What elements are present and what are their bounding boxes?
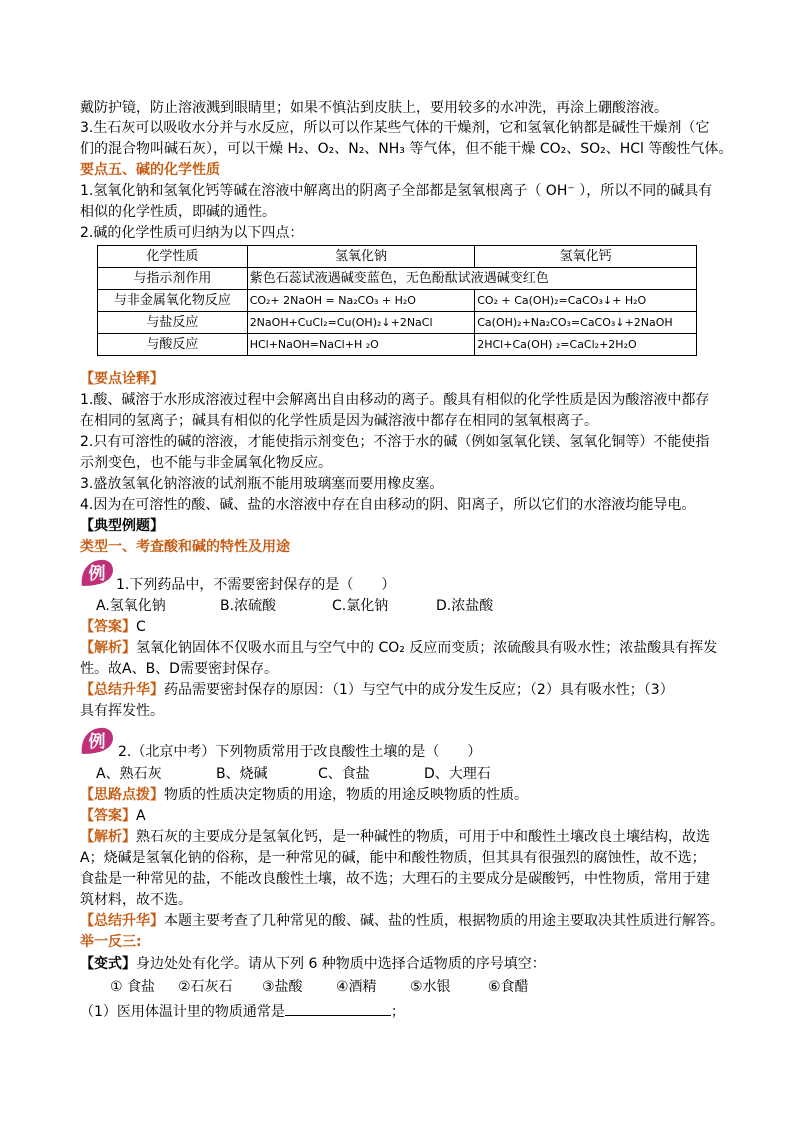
q1-option-a: A.氢氧化钠 — [96, 598, 166, 614]
variant-option: ⑤水银 — [410, 979, 451, 995]
analysis-label: 【解析】 — [80, 829, 136, 845]
table-cell: HCl+NaOH=NaCl+H ₂O — [247, 334, 475, 356]
examples-heading: 【典型例题】 — [80, 518, 164, 534]
extend-heading: 举一反三: — [80, 934, 142, 950]
table-header-cell: 化学性质 — [98, 246, 248, 268]
idea-text: 物质的性质决定物质的用途，物质的用途反映物质的性质。 — [164, 787, 528, 803]
text-line: 性。故A、B、D需要密封保存。 — [80, 661, 278, 677]
example-badge-icon — [80, 558, 114, 588]
answer-label: 【答案】 — [80, 619, 136, 635]
text-line: 食盐是一种常见的盐，不能改良酸性土壤，故不选；大理石的主要成分是碳酸钙，中性物质，常用于建 — [80, 871, 710, 887]
question-1: 1.下列药品中，不需要密封保存的是（ ） — [116, 577, 396, 593]
base-properties-table — [97, 245, 697, 356]
text-line: 相似的化学性质，即碱的通性。 — [80, 204, 276, 220]
text-line: 2.只有可溶性的碱的溶液，才能使指示剂变色；不溶于水的碱（例如氢氧化镁、氢氧化铜等）不能使指 — [80, 434, 710, 450]
variant-option: ②石灰石 — [178, 979, 233, 995]
table-cell: Ca(OH)₂+Na₂CO₃=CaCO₃↓+2NaOH — [475, 312, 697, 334]
q2-summary-line — [80, 911, 724, 931]
table-cell: 与非金属氧化物反应 — [98, 290, 248, 312]
q1-answer-line — [80, 617, 146, 637]
text-line: 3.生石灰可以吸收水分并与水反应，所以可以作某些气体的干燥剂，它和氢氧化钠都是碱性干燥剂（它 — [80, 120, 710, 136]
table-header-cell: 氢氧化钙 — [475, 246, 697, 268]
table-cell: 与指示剂作用 — [98, 268, 248, 290]
summary-label: 【总结升华】 — [80, 913, 164, 929]
explain-heading: 【要点诠释】 — [80, 371, 164, 387]
q2-option-d: D、大理石 — [424, 766, 491, 782]
q1-summary-line — [80, 680, 674, 700]
summary-text: 本题主要考查了几种常见的酸、碱、盐的性质，根据物质的用途主要取决其性质进行解答。 — [164, 913, 724, 929]
table-cell: CO₂+ 2NaOH = Na₂CO₃ + H₂O — [247, 290, 475, 312]
text-line: A；烧碱是氢氧化钠的俗称，是一种常见的碱，能中和酸性物质，但其具有很强烈的腐蚀性，故不选； — [80, 850, 706, 866]
variant-question-1 — [80, 1001, 405, 1022]
svg-text:例: 例 — [88, 564, 106, 584]
table-row — [98, 290, 697, 312]
variant-option: ① 食盐 — [110, 979, 156, 995]
analysis-text: 熟石灰的主要成分是氢氧化钙，是一种碱性的物质，可用于中和酸性土壤改良土壤结构，故选 — [136, 829, 710, 845]
example-badge-icon — [80, 726, 114, 756]
table-cell: 2NaOH+CuCl₂=Cu(OH)₂↓+2NaCl — [247, 312, 475, 334]
table-header-row — [98, 246, 697, 268]
q1-option-d: D.浓盐酸 — [436, 598, 494, 614]
table-row — [98, 268, 697, 290]
summary-text: 药品需要密封保存的原因：（1）与空气中的成分发生反应；（2）具有吸水性；（3） — [164, 682, 674, 698]
table-cell: 与盐反应 — [98, 312, 248, 334]
q1-option-c: C.氯化钠 — [332, 598, 389, 614]
variant-text: 身边处处有化学。请从下列 6 种物质中选择合适物质的序号填空： — [136, 956, 546, 972]
q2-option-b: B、烧碱 — [216, 766, 268, 782]
text-line: 示剂变色，也不能与非金属氧化物反应。 — [80, 455, 332, 471]
idea-label: 【思路点拨】 — [80, 787, 164, 803]
table-header-cell: 氢氧化钠 — [247, 246, 475, 268]
table-cell: 与酸反应 — [98, 334, 248, 356]
text-line: 筑材料，故不选。 — [80, 892, 192, 908]
q2-option-c: C、食盐 — [318, 766, 370, 782]
table-cell: CO₂ + Ca(OH)₂=CaCO₃↓+ H₂O — [475, 290, 697, 312]
text-line: 在相同的氢离子；碱具有相似的化学性质是因为碱溶液中都存在相同的氢氧根离子。 — [80, 413, 598, 429]
answer-label: 【答案】 — [80, 808, 136, 824]
variant-option: ③盐酸 — [262, 979, 303, 995]
table-cell: 2HCl+Ca(OH) ₂=CaCl₂+2H₂O — [475, 334, 697, 356]
analysis-label: 【解析】 — [80, 640, 136, 656]
variant-option: ⑥食醋 — [488, 979, 529, 995]
q1-option-b: B.浓硫酸 — [220, 598, 277, 614]
variant-label: 【变式】 — [80, 956, 136, 972]
q2-option-a: A、熟石灰 — [96, 766, 162, 782]
fill-blank[interactable] — [285, 1001, 391, 1016]
q2-analysis-line — [80, 827, 710, 847]
question-2: 2.（北京中考）下列物质常用于改良酸性土壤的是（ ） — [118, 744, 482, 760]
variant-line — [80, 954, 546, 974]
variant-question-end: ； — [390, 1004, 405, 1020]
text-line: 1.酸、碱溶于水形成溶液过程中会解离出自由移动的离子。酸具有相似的化学性质是因为酸溶液中都存 — [80, 392, 710, 408]
q1-analysis-line — [80, 638, 717, 658]
text-line: 们的混合物叫碱石灰），可以干燥 H₂、O₂、N₂、NH₃ 等气体，但不能干燥 CO₂、SO₂、HCl 等酸性气体。 — [80, 141, 733, 157]
type-heading: 类型一、考查酸和碱的特性及用途 — [80, 539, 290, 555]
answer-value: A — [136, 808, 146, 824]
text-line: 3.盛放氢氧化钠溶液的试剂瓶不能用玻璃塞而要用橡皮塞。 — [80, 476, 444, 492]
text-line: 具有挥发性。 — [80, 703, 164, 719]
answer-value: C — [136, 619, 146, 635]
svg-text:例: 例 — [88, 732, 106, 752]
analysis-text: 氢氧化钠固体不仅吸水而且与空气中的 CO₂ 反应而变质；浓硫酸具有吸水性；浓盐酸具有挥发 — [136, 640, 718, 656]
table-row — [98, 334, 697, 356]
table-cell: 紫色石蕊试液遇碱变蓝色，无色酚酞试液遇碱变红色 — [247, 268, 696, 290]
text-line: 戴防护镜，防止溶液溅到眼睛里；如果不慎沾到皮肤上，要用较多的水冲洗，再涂上硼酸溶液。 — [80, 100, 668, 116]
table-row — [98, 312, 697, 334]
text-line: 4.因为在可溶性的酸、碱、盐的水溶液中存在自由移动的阴、阳离子，所以它们的水溶液均能导电。 — [80, 497, 696, 513]
summary-label: 【总结升华】 — [80, 682, 164, 698]
variant-option: ④酒精 — [336, 979, 377, 995]
section-heading: 要点五、碱的化学性质 — [80, 162, 220, 178]
text-line: 2.碱的化学性质可归纳为以下四点： — [80, 225, 304, 241]
q2-answer-line — [80, 806, 146, 826]
variant-question-text: （1）医用体温计里的物质通常是 — [80, 1004, 285, 1020]
q2-idea-line — [80, 785, 528, 805]
text-line: 1.氢氧化钠和氢氧化钙等碱在溶液中解离出的阴离子全部都是氢氧根离子（ OH⁻ ），所以不同的碱具有 — [80, 183, 713, 199]
